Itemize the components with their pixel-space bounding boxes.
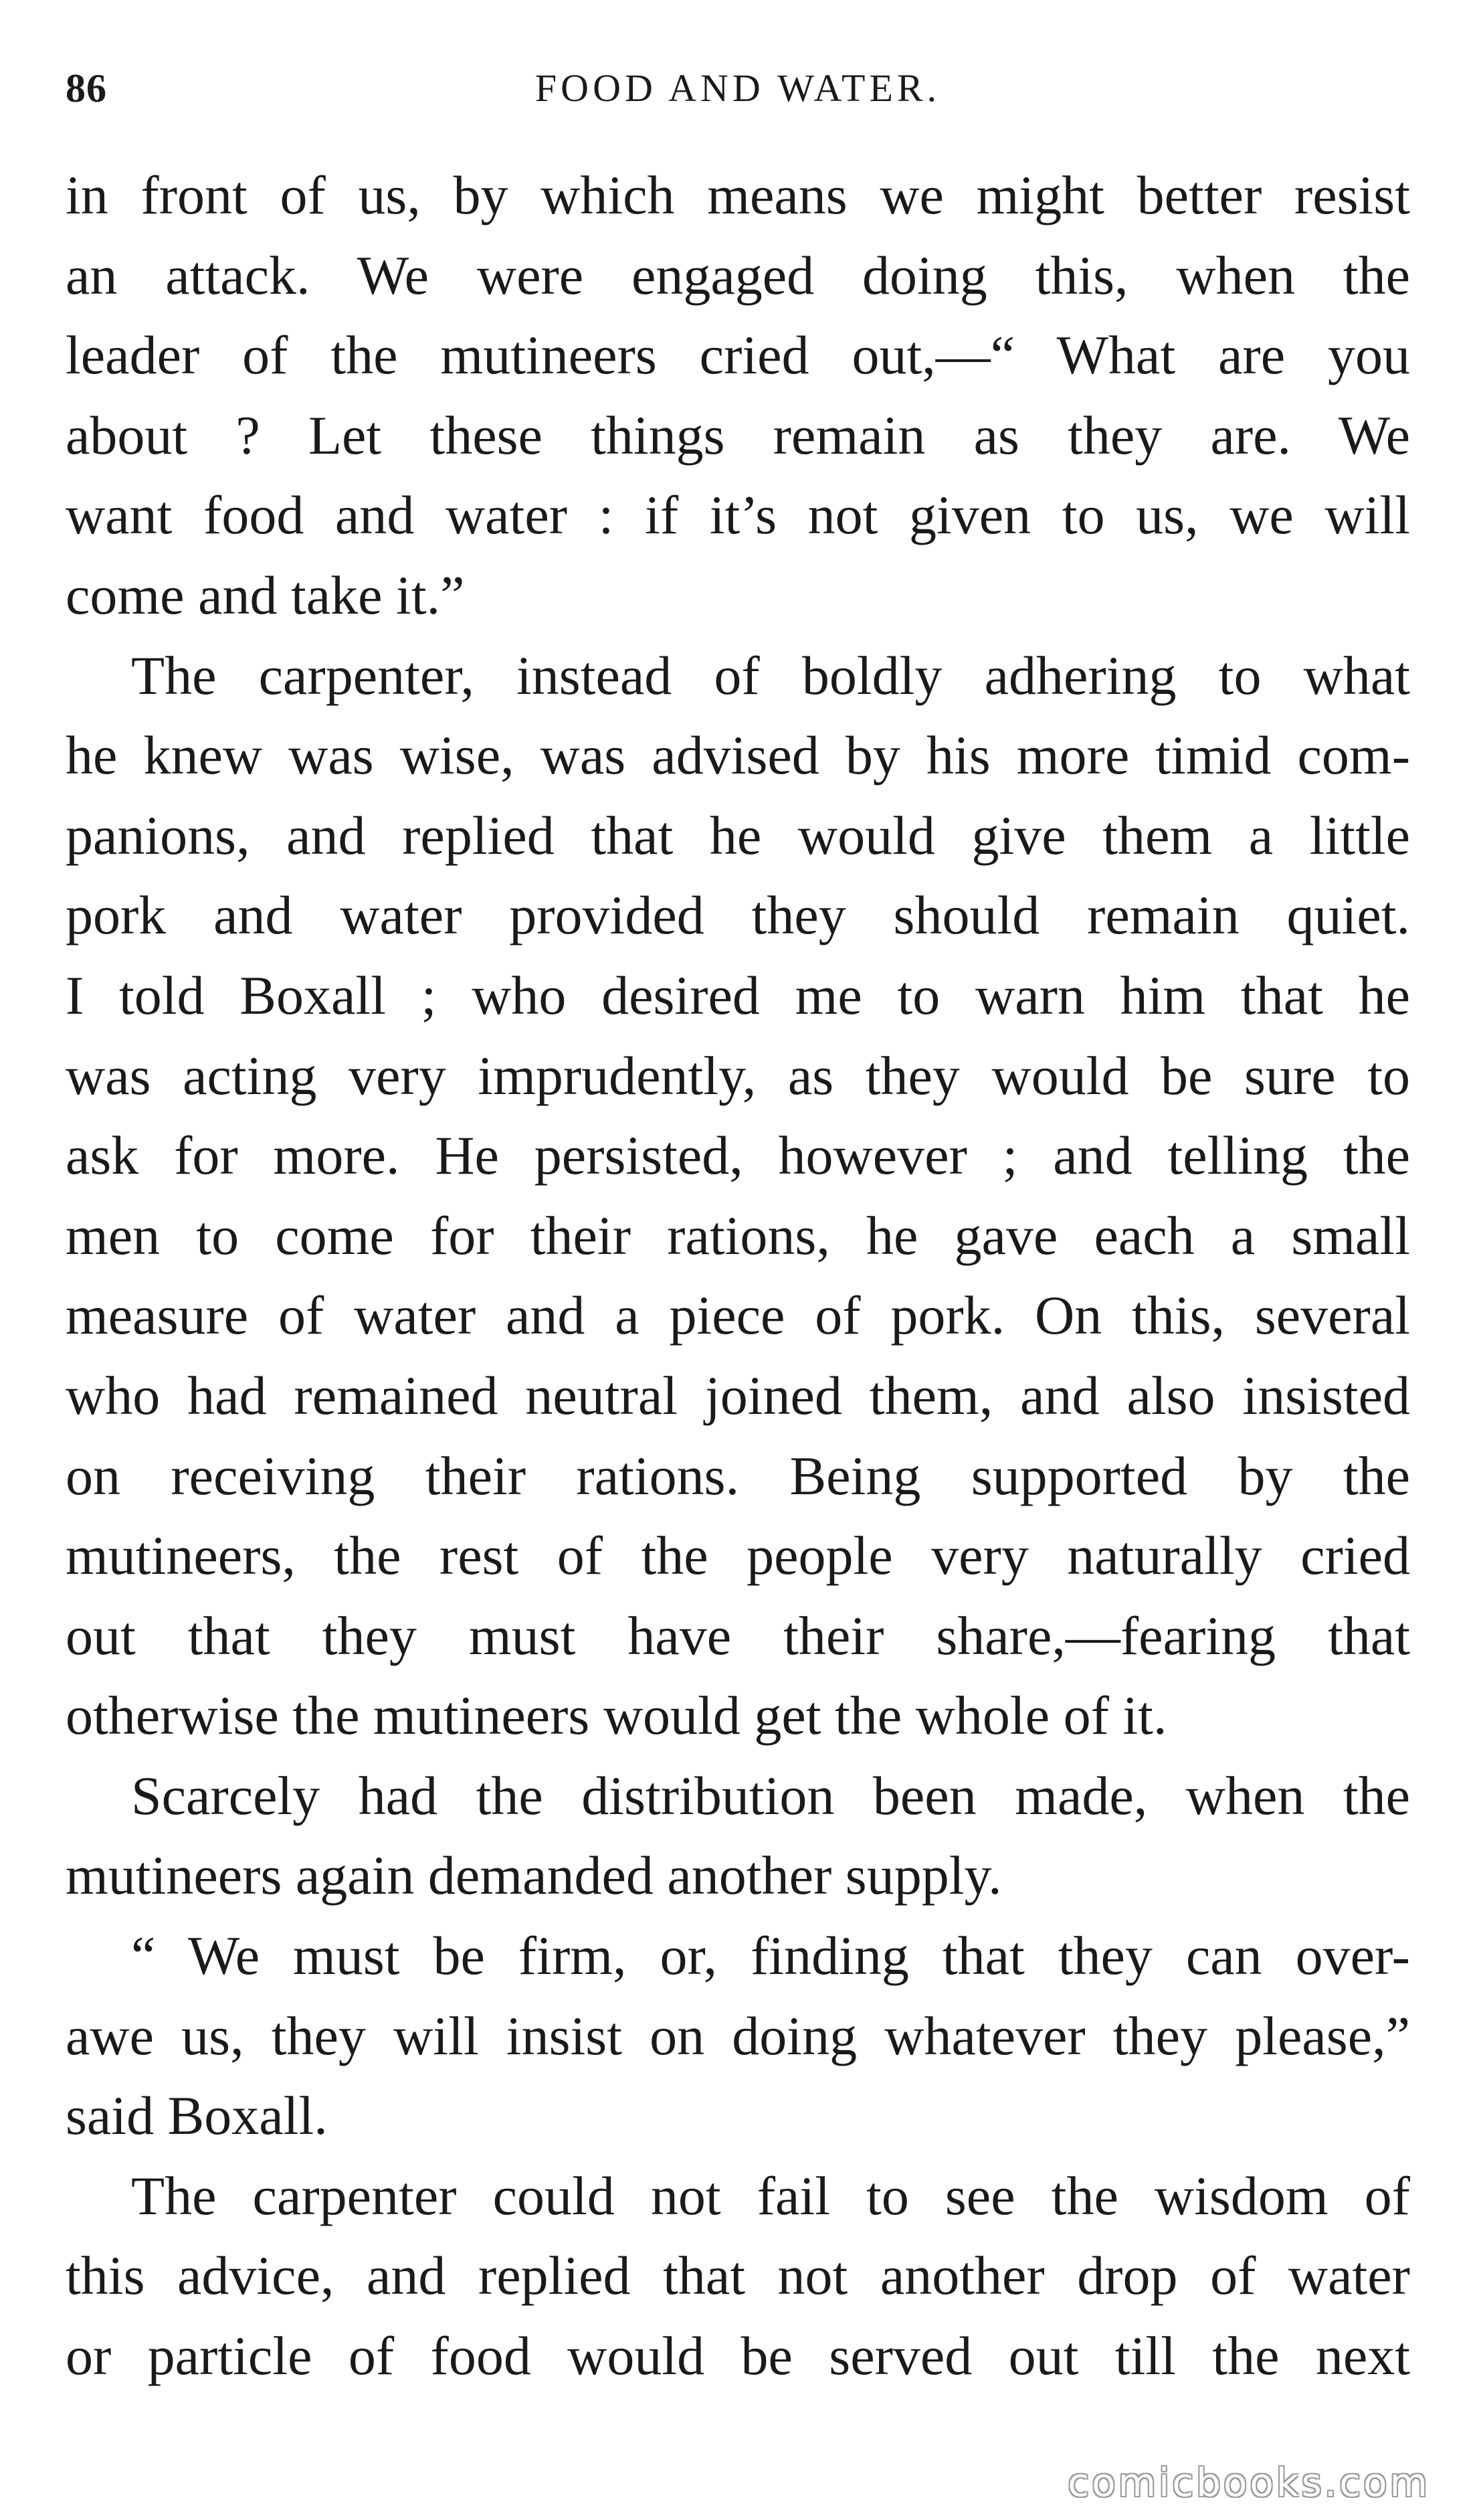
text-line: I told Boxall ; who desired me to warn him that he bbox=[66, 964, 1410, 1026]
text-line: this advice, and replied that not another drop of water bbox=[66, 2245, 1410, 2307]
text-line: mutineers again demanded another supply. bbox=[66, 1845, 1002, 1906]
text-line: who had remained neutral joined them, and also insisted bbox=[66, 1364, 1410, 1426]
paragraph bbox=[66, 636, 1410, 1756]
text-line: panions, and replied that he would give them a little bbox=[66, 804, 1410, 866]
text-line: said Boxall. bbox=[66, 2085, 328, 2147]
text-line: ask for more. He persisted, however ; and telling the bbox=[66, 1125, 1410, 1186]
text-line: about ? Let these things remain as they are. We bbox=[66, 404, 1410, 466]
text-line: an attack. We were engaged doing this, when the bbox=[66, 244, 1410, 306]
text-line: men to come for their rations, he gave each a small bbox=[66, 1204, 1410, 1266]
paragraph bbox=[66, 1756, 1410, 1916]
text-line: measure of water and a piece of pork. On this, several bbox=[66, 1285, 1410, 1346]
text-line: The carpenter could not fail to see the wisdom of bbox=[131, 2165, 1410, 2226]
paragraph bbox=[66, 2156, 1410, 2396]
page-number: 86 bbox=[66, 66, 107, 110]
text-line: was acting very imprudently, as they would be sure to bbox=[66, 1045, 1410, 1106]
text-line: awe us, they will insist on doing whatever they please,” bbox=[66, 2005, 1410, 2066]
text-line: “ We must be firm, or, finding that they can over- bbox=[131, 1925, 1410, 1987]
paragraph bbox=[66, 155, 1410, 636]
text-line: in front of us, by which means we might better resist bbox=[66, 165, 1410, 226]
text-line: or particle of food would be served out till the next bbox=[66, 2325, 1410, 2387]
text-line: he knew was wise, was advised by his more timid com- bbox=[66, 725, 1410, 786]
text-line: leader of the mutineers cried out,—“ What are you bbox=[66, 325, 1410, 386]
text-line: want food and water : if it’s not given to us, we will bbox=[66, 484, 1410, 546]
text-line: mutineers, the rest of the people very naturally cried bbox=[66, 1525, 1410, 1587]
body-text bbox=[66, 155, 1410, 2396]
page-header bbox=[66, 59, 1410, 119]
watermark: comicbooks.com bbox=[1068, 2460, 1430, 2505]
text-line: otherwise the mutineers would get the whole of it. bbox=[66, 1685, 1167, 1746]
text-line: out that they must have their share,—fearing that bbox=[66, 1605, 1410, 1666]
text-line: The carpenter, instead of boldly adhering to what bbox=[131, 644, 1410, 706]
running-head: FOOD AND WATER. bbox=[534, 66, 941, 110]
text-line: pork and water provided they should remain quiet. bbox=[66, 885, 1410, 946]
paragraph bbox=[66, 1916, 1410, 2156]
text-line: on receiving their rations. Being supported by the bbox=[66, 1445, 1410, 1506]
text-line: come and take it.” bbox=[66, 564, 465, 626]
text-line: Scarcely had the distribution been made, when the bbox=[131, 1765, 1410, 1826]
